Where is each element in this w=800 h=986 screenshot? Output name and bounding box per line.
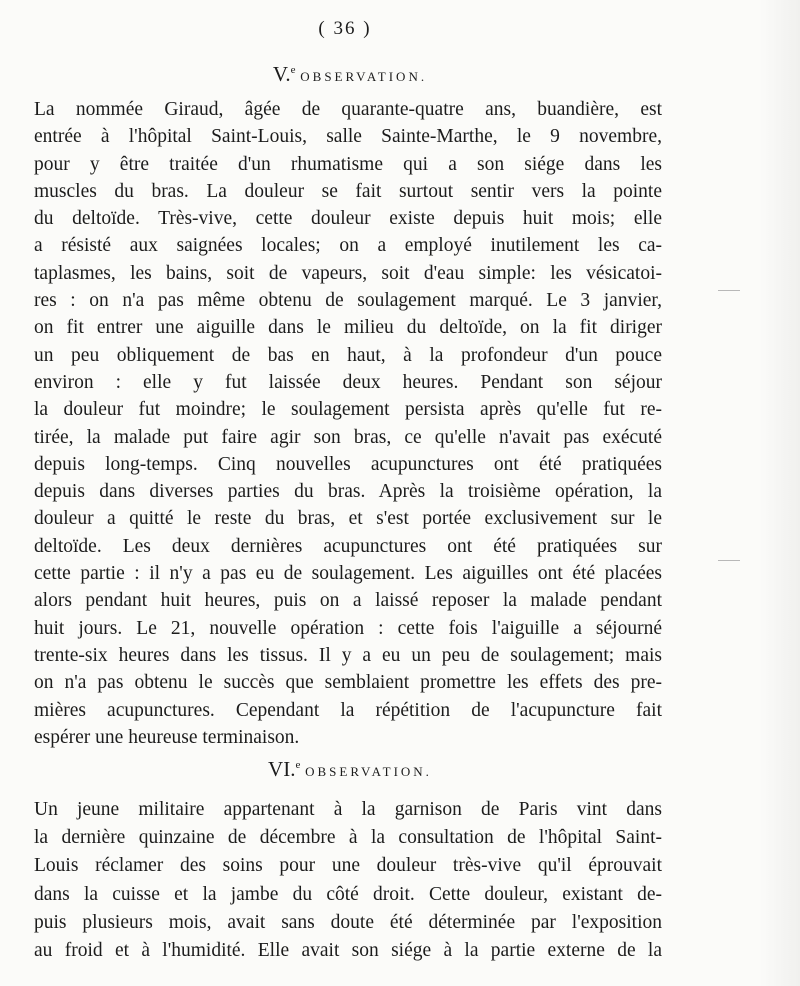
- text-line: depuis long-temps. Cinq nouvelles acupunctures ont été pratiquées: [34, 453, 662, 475]
- page-fold-shadow: [760, 0, 800, 986]
- text-line: deltoïde. Les deux dernières acupunctures ont été pratiquées sur: [34, 535, 662, 557]
- margin-mark: [718, 560, 740, 561]
- text-line: taplasmes, les bains, soit de vapeurs, soit d'eau simple: les vésicatoi-: [34, 262, 662, 284]
- observation-6-text: [34, 796, 662, 965]
- text-line: environ : elle y fut laissée deux heures. Pendant son séjour: [34, 371, 662, 393]
- observation-number: VI.$^e$: [268, 757, 301, 781]
- observation-number: V.$^e$: [272, 62, 296, 86]
- text-line: on fit entrer une aiguille dans le milieu du deltoïde, on la fit diriger: [34, 317, 662, 339]
- text-line: Louis réclamer des soins pour une douleur très-vive qu'il éprouvait: [34, 855, 662, 877]
- text-line: tirée, la malade put faire agir son bras, ce qu'elle n'avait pas exécuté: [34, 426, 662, 448]
- text-line: espérer une heureuse terminaison.: [34, 726, 300, 748]
- text-line: pour y être traitée d'un rhumatisme qui a son siége dans les: [34, 153, 662, 175]
- text-line: puis plusieurs mois, avait sans doute été déterminée par l'exposition: [34, 911, 662, 933]
- text-line: La nommée Giraud, âgée de quarante-quatre ans, buandière, est: [34, 99, 662, 120]
- text-line: entrée à l'hôpital Saint-Louis, salle Sainte-Marthe, le 9 novembre,: [34, 126, 662, 148]
- text-line: au froid et à l'humidité. Elle avait son siége à la partie externe de la: [34, 940, 662, 962]
- margin-mark: [718, 290, 740, 291]
- page-number: ( 36 ): [318, 18, 372, 39]
- text-line: a résisté aux saignées locales; on a employé inutilement les ca-: [34, 235, 662, 257]
- observation-word: OBSERVATION.: [300, 69, 428, 84]
- text-line: un peu obliquement de bas en haut, à la profondeur d'un pouce: [34, 344, 662, 366]
- text-line: depuis dans diverses parties du bras. Après la troisième opération, la: [34, 481, 662, 503]
- text-line: cette partie : il n'y a pas eu de soulagement. Les aiguilles ont été placées: [34, 563, 662, 585]
- text-line: muscles du bras. La douleur se fait surtout sentir vers la pointe: [34, 180, 662, 202]
- text-line: du deltoïde. Très-vive, cette douleur existe depuis huit mois; elle: [34, 208, 662, 230]
- text-line: Un jeune militaire appartenant à la garnison de Paris vint dans: [34, 799, 662, 820]
- observation-5-text: [34, 96, 662, 751]
- text-line: la douleur fut moindre; le soulagement persista après qu'elle fut re-: [34, 399, 662, 421]
- observation-5-heading: [0, 62, 700, 87]
- text-line: dans la cuisse et la jambe du côté droit. Cette douleur, existant de-: [34, 883, 662, 905]
- text-line: on n'a pas obtenu le succès que semblaient promettre les effets des pre-: [34, 672, 662, 694]
- text-line: alors pendant huit heures, puis on a laissé reposer la malade pendant: [34, 590, 662, 612]
- observation-6-heading: [0, 757, 700, 782]
- text-line: trente-six heures dans les tissus. Il y a eu un peu de soulagement; mais: [34, 644, 662, 666]
- text-line: res : on n'a pas même obtenu de soulagement marqué. Le 3 janvier,: [34, 290, 662, 312]
- observation-word: OBSERVATION.: [305, 764, 432, 779]
- text-line: huit jours. Le 21, nouvelle opération : cette fois l'aiguille a séjourné: [34, 617, 662, 639]
- text-line: douleur a quitté le reste du bras, et s'est portée exclusivement sur le: [34, 508, 662, 530]
- text-line: mières acupunctures. Cependant la répétition de l'acupuncture fait: [34, 699, 662, 721]
- text-line: la dernière quinzaine de décembre à la consultation de l'hôpital Saint-: [34, 827, 662, 849]
